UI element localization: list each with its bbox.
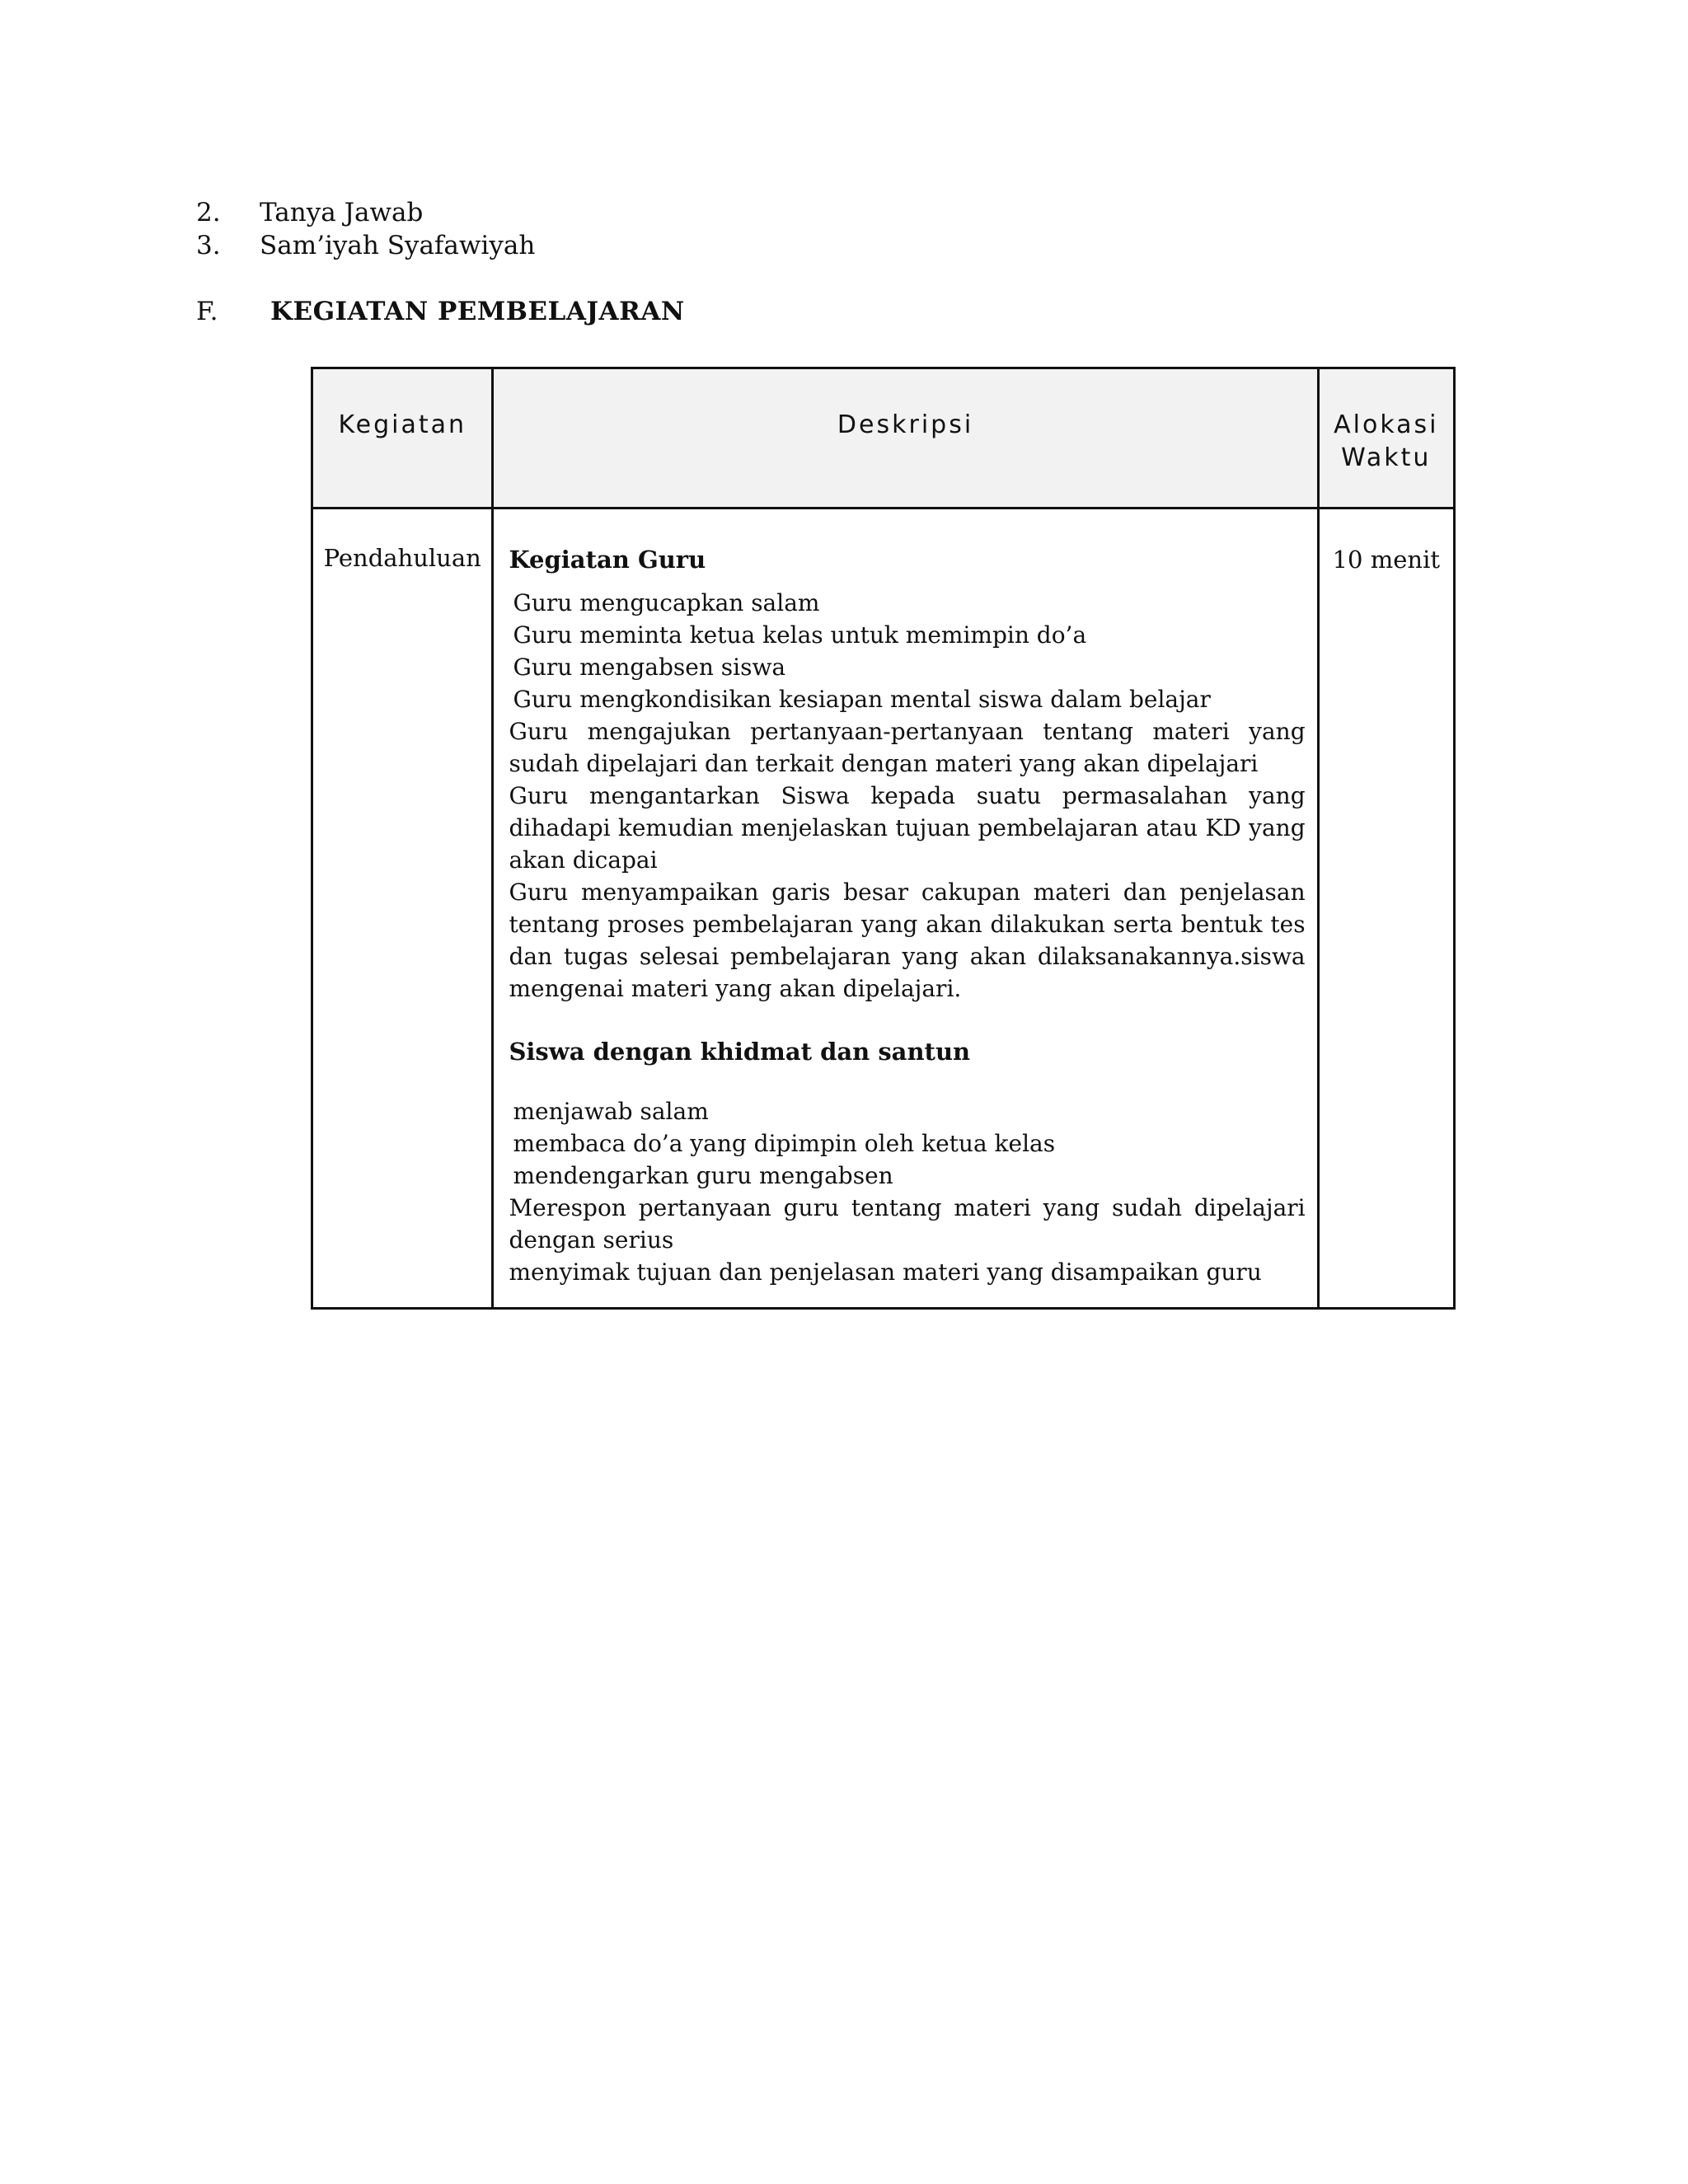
list-item: Guru mengabsen siswa: [513, 654, 786, 681]
list-item: Guru mengucapkan salam: [513, 589, 820, 616]
cell-kegiatan: Pendahuluan: [312, 509, 493, 1309]
siswa-items: [509, 1095, 1305, 1288]
header-kegiatan: Kegiatan: [312, 368, 493, 509]
header-deskripsi: Deskripsi: [493, 368, 1318, 509]
section-heading: [196, 297, 685, 326]
header-alokasi-line2: Waktu: [1341, 443, 1432, 472]
list-item: Guru meminta ketua kelas untuk memimpin do’a: [513, 621, 1087, 649]
list-number: 3.: [196, 231, 221, 260]
siswa-heading: Siswa dengan khidmat dan santun: [509, 1038, 971, 1066]
guru-items: [509, 587, 1305, 1005]
table-header-row: [312, 368, 1455, 509]
list-text: Tanya Jawab: [260, 198, 424, 227]
list-item: [196, 229, 535, 262]
guru-heading: Kegiatan Guru: [509, 546, 706, 574]
section-title: KEGIATAN PEMBELAJARAN: [270, 297, 685, 326]
list-item: membaca do’a yang dipimpin oleh ketua kelas: [513, 1130, 1056, 1157]
header-alokasi-line1: Alokasi: [1334, 410, 1439, 439]
list-item: Merespon pertanyaan guru tentang materi yang sudah dipelajari dengan serius: [509, 1194, 1306, 1254]
list-item: menjawab salam: [513, 1098, 709, 1125]
list-item: Guru mengajukan pertanyaan-pertanyaan tentang materi yang sudah dipelajari dan terkait dengan materi yang akan dipelajari: [509, 718, 1306, 777]
list-item: [196, 196, 535, 229]
list-item: Guru mengantarkan Siswa kepada suatu permasalahan yang dihadapi kemudian menjelaskan tujuan pembelajaran atau KD yang akan dicapai: [509, 782, 1306, 874]
table-row: [312, 509, 1455, 1309]
list-item: mendengarkan guru mengabsen: [513, 1162, 893, 1189]
section-letter: F.: [196, 297, 218, 326]
method-list: [196, 196, 535, 262]
list-item: Guru mengkondisikan kesiapan mental siswa dalam belajar: [513, 686, 1211, 713]
list-item: Guru menyampaikan garis besar cakupan materi dan penjelasan tentang proses pembelajaran yang akan dilakukan serta bentuk tes dan tugas selesai pembelajaran yang akan dilaksanakannya.siswa mengenai materi yang akan dipelajari.: [509, 879, 1306, 1002]
learning-activity-table: [311, 367, 1456, 1310]
list-item: menyimak tujuan dan penjelasan materi yang disampaikan guru: [509, 1258, 1262, 1286]
list-text: Sam’iyah Syafawiyah: [260, 231, 536, 260]
cell-alokasi-waktu: 10 menit: [1318, 509, 1454, 1309]
list-number: 2.: [196, 198, 221, 227]
header-alokasi-waktu: [1318, 368, 1454, 509]
cell-deskripsi: [493, 509, 1318, 1309]
